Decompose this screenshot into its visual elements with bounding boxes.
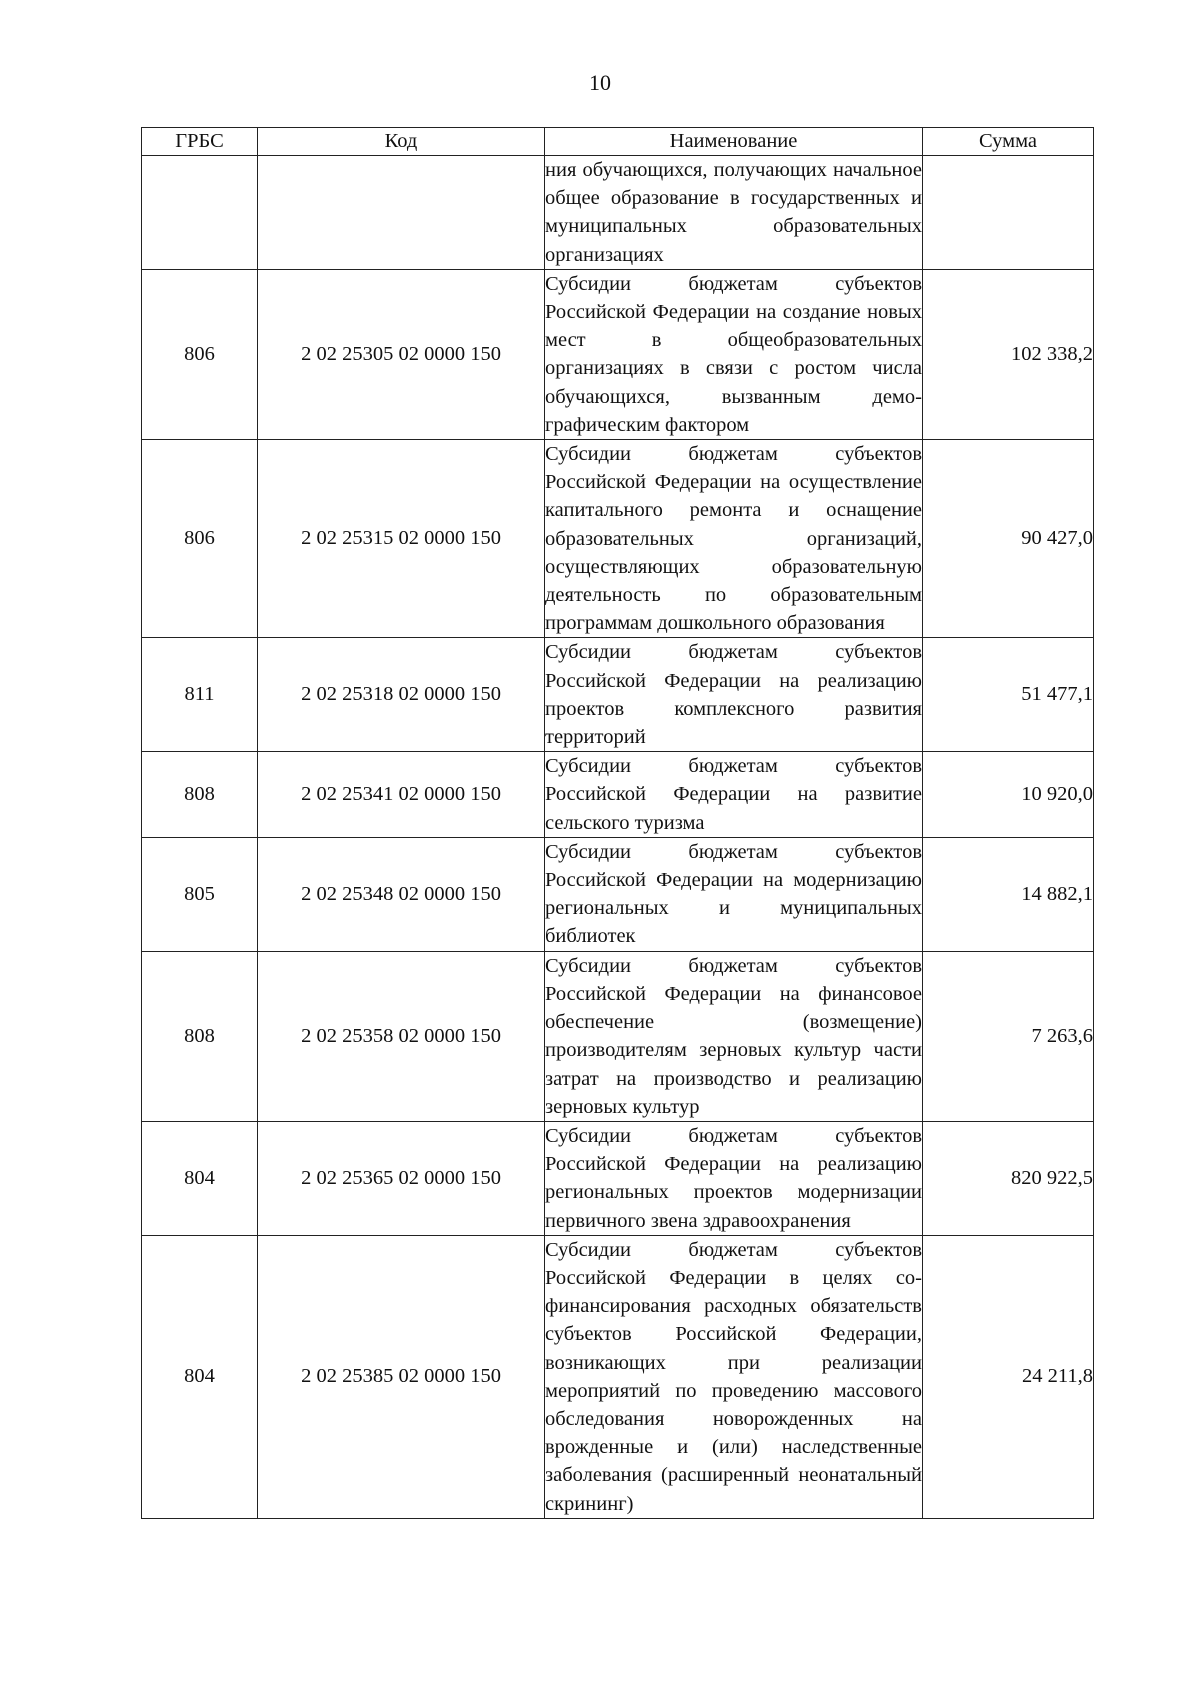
- page-number: 10: [589, 70, 611, 95]
- name-cell: Субсидии бюджетам субъектов Российской Федерации на создание новых мест в общеобразовательных организациях в связи с ростом числа обучающихся, вызванным демографическим фактором: [545, 269, 923, 439]
- sum-cell: 14 882,1: [923, 837, 1094, 951]
- grbs-cell: 806: [142, 269, 258, 439]
- name-cell: Субсидии бюджетам субъектов Российской Федерации на реализацию региональных проектов модернизации первичного звена здравоохранения: [545, 1121, 923, 1235]
- header-code: Код: [258, 128, 545, 156]
- name-cell: Субсидии бюджетам субъектов Российской Федерации на развитие сельского туризма: [545, 752, 923, 838]
- name-cell: Субсидии бюджетам субъектов Российской Федерации в целях софинансирования расходных обязательств субъектов Российской Федерации, возникающих при реализации мероприятий по проведению массового обследования новорожденных на врожденные и (или) наследственные заболевания (расширенный неонатальный скрининг): [545, 1235, 923, 1518]
- table-row: [142, 837, 1094, 951]
- sum-cell: 10 920,0: [923, 752, 1094, 838]
- sum-cell: 24 211,8: [923, 1235, 1094, 1518]
- name-cell: Субсидии бюджетам субъектов Российской Федерации на финансовое обеспечение (возмещение) производителям зерновых культур части затрат на производство и реализацию зерновых культур: [545, 951, 923, 1121]
- sum-cell: 51 477,1: [923, 638, 1094, 752]
- grbs-cell: 808: [142, 951, 258, 1121]
- name-cell: ния обучающихся, получающих начальное общее образование в государственных и муниципальных образовательных организациях: [545, 156, 923, 270]
- budget-table: [141, 127, 1094, 1519]
- code-cell: [258, 156, 545, 270]
- grbs-cell: 804: [142, 1121, 258, 1235]
- code-cell: 2 02 25358 02 0000 150: [258, 951, 545, 1121]
- name-cell: Субсидии бюджетам субъектов Российской Федерации на осуществление капитального ремонта и оснащение образовательных организаций, осуществляющих образовательную деятельность по образовательным программам дошкольного образования: [545, 440, 923, 638]
- sum-cell: 90 427,0: [923, 440, 1094, 638]
- grbs-cell: 805: [142, 837, 258, 951]
- table-row: [142, 638, 1094, 752]
- header-sum: Сумма: [923, 128, 1094, 156]
- grbs-cell: [142, 156, 258, 270]
- grbs-cell: 808: [142, 752, 258, 838]
- sum-cell: [923, 156, 1094, 270]
- table-row: [142, 1121, 1094, 1235]
- code-cell: 2 02 25315 02 0000 150: [258, 440, 545, 638]
- table-row: [142, 440, 1094, 638]
- table-row: [142, 951, 1094, 1121]
- sum-cell: 820 922,5: [923, 1121, 1094, 1235]
- code-cell: 2 02 25305 02 0000 150: [258, 269, 545, 439]
- code-cell: 2 02 25365 02 0000 150: [258, 1121, 545, 1235]
- sum-cell: 102 338,2: [923, 269, 1094, 439]
- code-cell: 2 02 25318 02 0000 150: [258, 638, 545, 752]
- grbs-cell: 806: [142, 440, 258, 638]
- sum-cell: 7 263,6: [923, 951, 1094, 1121]
- name-cell: Субсидии бюджетам субъектов Российской Федерации на модернизацию региональных и муниципальных библиотек: [545, 837, 923, 951]
- code-cell: 2 02 25348 02 0000 150: [258, 837, 545, 951]
- grbs-cell: 811: [142, 638, 258, 752]
- grbs-cell: 804: [142, 1235, 258, 1518]
- header-name: Наименование: [545, 128, 923, 156]
- code-cell: 2 02 25341 02 0000 150: [258, 752, 545, 838]
- table-row: [142, 269, 1094, 439]
- name-cell: Субсидии бюджетам субъектов Российской Федерации на реализацию проектов комплексного развития территорий: [545, 638, 923, 752]
- table-row: [142, 156, 1094, 270]
- table-row: [142, 752, 1094, 838]
- code-cell: 2 02 25385 02 0000 150: [258, 1235, 545, 1518]
- table-header-row: [142, 128, 1094, 156]
- header-grbs: ГРБС: [142, 128, 258, 156]
- table-row: [142, 1235, 1094, 1518]
